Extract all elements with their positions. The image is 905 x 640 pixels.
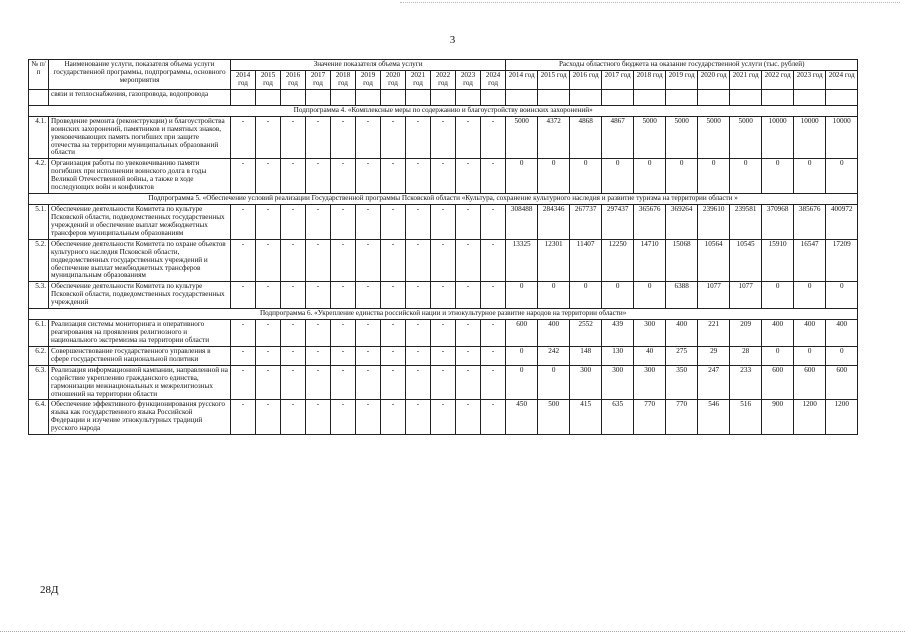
row-name: Обеспечение деятельности Комитета по охране объектов культурного наследия Псковской области, подведомственных государственных учреждений и обеспечение выплат межбюджетных трансферов муниципальным образованиям bbox=[49, 239, 231, 282]
cost-cell: 29 bbox=[698, 346, 730, 365]
cost-cell: 0 bbox=[506, 346, 538, 365]
row-name: Реализация системы мониторинга и оперативного реагирования на проявления религиозного и национального экстремизма на территории области bbox=[49, 320, 231, 347]
value-cell bbox=[306, 89, 331, 105]
row-number: 6.1. bbox=[29, 320, 49, 347]
cost-cell: 0 bbox=[538, 159, 570, 194]
value-cell: - bbox=[456, 282, 481, 309]
header-year-values-9: 2023 год bbox=[456, 70, 481, 89]
cost-cell: 12301 bbox=[538, 239, 570, 282]
value-cell: - bbox=[381, 205, 406, 240]
header-year-values-0: 2014 год bbox=[231, 70, 256, 89]
table-row bbox=[29, 365, 858, 400]
value-cell: - bbox=[256, 239, 281, 282]
value-cell: - bbox=[231, 320, 256, 347]
cost-cell: 0 bbox=[794, 159, 826, 194]
value-cell: - bbox=[406, 365, 431, 400]
row-number: 6.4. bbox=[29, 400, 49, 435]
cost-cell: 600 bbox=[762, 365, 794, 400]
value-cell: - bbox=[456, 400, 481, 435]
header-year-values-6: 2020 год bbox=[381, 70, 406, 89]
value-cell: - bbox=[331, 282, 356, 309]
value-cell: - bbox=[331, 116, 356, 159]
table-row bbox=[29, 282, 858, 309]
value-cell bbox=[281, 89, 306, 105]
cost-cell: 0 bbox=[826, 159, 858, 194]
value-cell: - bbox=[381, 282, 406, 309]
scan-edge-top bbox=[400, 2, 900, 3]
scan-edge-bottom bbox=[0, 631, 905, 632]
header-year-values-7: 2021 год bbox=[406, 70, 431, 89]
cost-cell: 0 bbox=[538, 365, 570, 400]
cost-cell: 450 bbox=[506, 400, 538, 435]
cost-cell: 148 bbox=[570, 346, 602, 365]
cost-cell: 17209 bbox=[826, 239, 858, 282]
cost-cell: 239610 bbox=[698, 205, 730, 240]
header-year-values-1: 2015 год bbox=[256, 70, 281, 89]
value-cell: - bbox=[256, 159, 281, 194]
row-name: Обеспечение эффективного функционирования русского языка как государственного языка Российской Федерации и изучение этнокультурных традиций русского народа bbox=[49, 400, 231, 435]
value-cell: - bbox=[456, 159, 481, 194]
header-year-costs-5: 2019 год bbox=[666, 70, 698, 89]
cost-cell: 400 bbox=[826, 320, 858, 347]
cost-cell: 385676 bbox=[794, 205, 826, 240]
value-cell: - bbox=[331, 239, 356, 282]
cost-cell: 14710 bbox=[634, 239, 666, 282]
value-cell: - bbox=[231, 346, 256, 365]
value-cell: - bbox=[406, 400, 431, 435]
value-cell bbox=[331, 89, 356, 105]
page-number: 3 bbox=[449, 34, 456, 46]
cost-cell bbox=[762, 89, 794, 105]
value-cell: - bbox=[481, 205, 506, 240]
value-cell: - bbox=[481, 365, 506, 400]
cost-cell: 0 bbox=[570, 159, 602, 194]
cost-cell: 770 bbox=[634, 400, 666, 435]
cost-cell: 13325 bbox=[506, 239, 538, 282]
section-row bbox=[29, 105, 858, 116]
value-cell: - bbox=[431, 320, 456, 347]
cost-cell: 0 bbox=[634, 282, 666, 309]
cost-cell: 5000 bbox=[698, 116, 730, 159]
value-cell: - bbox=[456, 116, 481, 159]
cost-cell: 28 bbox=[730, 346, 762, 365]
value-cell: - bbox=[406, 320, 431, 347]
cost-cell: 10000 bbox=[794, 116, 826, 159]
table-row bbox=[29, 400, 858, 435]
section-row bbox=[29, 309, 858, 320]
cost-cell: 0 bbox=[602, 282, 634, 309]
cost-cell: 15068 bbox=[666, 239, 698, 282]
value-cell: - bbox=[356, 205, 381, 240]
cost-cell: 439 bbox=[602, 320, 634, 347]
value-cell: - bbox=[331, 205, 356, 240]
cost-cell: 400 bbox=[794, 320, 826, 347]
cost-cell: 10545 bbox=[730, 239, 762, 282]
value-cell: - bbox=[406, 282, 431, 309]
cost-cell: 300 bbox=[570, 365, 602, 400]
cost-cell: 0 bbox=[602, 159, 634, 194]
value-cell: - bbox=[431, 282, 456, 309]
row-number bbox=[29, 89, 49, 105]
cost-cell: 0 bbox=[506, 282, 538, 309]
cost-cell: 12250 bbox=[602, 239, 634, 282]
value-cell: - bbox=[406, 346, 431, 365]
value-cell: - bbox=[281, 365, 306, 400]
cost-cell: 10564 bbox=[698, 239, 730, 282]
header-year-costs-10: 2024 год bbox=[826, 70, 858, 89]
section-title: Подпрограмма 6. «Укрепление единства российской нации и этнокультурное развитие народов на территории области» bbox=[29, 309, 858, 320]
value-cell: - bbox=[356, 159, 381, 194]
value-cell: - bbox=[481, 346, 506, 365]
cost-cell: 247 bbox=[698, 365, 730, 400]
row-name: Совершенствование государственного управления в сфере государственной национальной политики bbox=[49, 346, 231, 365]
value-cell: - bbox=[281, 116, 306, 159]
value-cell: - bbox=[306, 239, 331, 282]
value-cell bbox=[406, 89, 431, 105]
cost-cell: 239581 bbox=[730, 205, 762, 240]
cost-cell: 5000 bbox=[634, 116, 666, 159]
value-cell: - bbox=[231, 400, 256, 435]
value-cell: - bbox=[381, 239, 406, 282]
header-year-values-5: 2019 год bbox=[356, 70, 381, 89]
header-year-costs-9: 2023 год bbox=[794, 70, 826, 89]
cost-cell: 0 bbox=[826, 346, 858, 365]
value-cell: - bbox=[356, 116, 381, 159]
cost-cell: 11407 bbox=[570, 239, 602, 282]
value-cell: - bbox=[331, 346, 356, 365]
value-cell: - bbox=[406, 116, 431, 159]
cost-cell bbox=[826, 89, 858, 105]
value-cell: - bbox=[481, 239, 506, 282]
cost-cell: 1077 bbox=[730, 282, 762, 309]
value-cell: - bbox=[306, 205, 331, 240]
value-cell: - bbox=[281, 346, 306, 365]
header-name: Наименование услуги, показателя объема услуги государственной программы, подпрограммы, основного мероприятия bbox=[49, 60, 231, 90]
cost-cell bbox=[730, 89, 762, 105]
value-cell: - bbox=[431, 116, 456, 159]
value-cell: - bbox=[381, 365, 406, 400]
cost-cell: 275 bbox=[666, 346, 698, 365]
header-no: № п/п bbox=[29, 60, 49, 90]
cost-cell: 1200 bbox=[794, 400, 826, 435]
value-cell: - bbox=[231, 365, 256, 400]
value-cell: - bbox=[331, 365, 356, 400]
header-year-values-8: 2022 год bbox=[431, 70, 456, 89]
cost-cell: 130 bbox=[602, 346, 634, 365]
value-cell: - bbox=[381, 320, 406, 347]
cost-cell: 370968 bbox=[762, 205, 794, 240]
value-cell: - bbox=[306, 320, 331, 347]
value-cell: - bbox=[456, 346, 481, 365]
value-cell: - bbox=[481, 116, 506, 159]
value-cell: - bbox=[381, 346, 406, 365]
table-row bbox=[29, 239, 858, 282]
header-year-values-4: 2018 год bbox=[331, 70, 356, 89]
row-number: 6.2. bbox=[29, 346, 49, 365]
value-cell: - bbox=[356, 400, 381, 435]
cost-cell: 600 bbox=[826, 365, 858, 400]
value-cell bbox=[356, 89, 381, 105]
table-body bbox=[29, 89, 858, 434]
cost-cell: 400 bbox=[666, 320, 698, 347]
value-cell bbox=[381, 89, 406, 105]
value-cell: - bbox=[356, 365, 381, 400]
table-row bbox=[29, 116, 858, 159]
value-cell: - bbox=[406, 239, 431, 282]
value-cell: - bbox=[481, 400, 506, 435]
table-row bbox=[29, 346, 858, 365]
header-year-values-2: 2016 год bbox=[281, 70, 306, 89]
cost-cell: 221 bbox=[698, 320, 730, 347]
cost-cell: 16547 bbox=[794, 239, 826, 282]
value-cell: - bbox=[256, 365, 281, 400]
cost-cell: 5000 bbox=[730, 116, 762, 159]
value-cell: - bbox=[281, 320, 306, 347]
value-cell: - bbox=[306, 159, 331, 194]
cost-cell: 546 bbox=[698, 400, 730, 435]
value-cell: - bbox=[306, 346, 331, 365]
row-number: 4.2. bbox=[29, 159, 49, 194]
section-row bbox=[29, 194, 858, 205]
value-cell: - bbox=[331, 400, 356, 435]
cost-cell: 365676 bbox=[634, 205, 666, 240]
cost-cell: 5000 bbox=[506, 116, 538, 159]
value-cell bbox=[431, 89, 456, 105]
value-cell: - bbox=[231, 282, 256, 309]
cost-cell: 209 bbox=[730, 320, 762, 347]
value-cell: - bbox=[231, 239, 256, 282]
cost-cell bbox=[666, 89, 698, 105]
value-cell bbox=[256, 89, 281, 105]
cost-cell: 300 bbox=[634, 365, 666, 400]
cost-cell: 4372 bbox=[538, 116, 570, 159]
value-cell: - bbox=[406, 205, 431, 240]
row-name: Проведение ремонта (реконструкции) и благоустройства воинских захоронений, памятников и памятных знаков, увековечивающих память погибших при защите отечества на территории муниципальных образований области bbox=[49, 116, 231, 159]
value-cell: - bbox=[481, 159, 506, 194]
cost-cell: 242 bbox=[538, 346, 570, 365]
section-title: Подпрограмма 5. «Обеспечение условий реализации Государственной программы Псковской области «Культура, сохранение культурного наследия и развитие туризма на территории области » bbox=[29, 194, 858, 205]
cost-cell: 400 bbox=[762, 320, 794, 347]
row-name: Реализация информационной кампании, направленной на содействие укреплению гражданского единства, гармонизации межнациональных и межрелигиозных отношений на территории области bbox=[49, 365, 231, 400]
value-cell: - bbox=[256, 400, 281, 435]
cost-cell: 500 bbox=[538, 400, 570, 435]
row-number: 5.3. bbox=[29, 282, 49, 309]
header-costs-group: Расходы областного бюджета на оказание государственной услуги (тыс. рублей) bbox=[506, 60, 858, 71]
cost-cell: 1077 bbox=[698, 282, 730, 309]
cost-cell bbox=[538, 89, 570, 105]
value-cell: - bbox=[431, 239, 456, 282]
value-cell: - bbox=[431, 159, 456, 194]
header-values-group: Значение показателя объема услуги bbox=[231, 60, 506, 71]
value-cell: - bbox=[456, 365, 481, 400]
value-cell: - bbox=[481, 320, 506, 347]
value-cell: - bbox=[281, 400, 306, 435]
cost-cell: 4867 bbox=[602, 116, 634, 159]
cost-cell: 267737 bbox=[570, 205, 602, 240]
row-number: 4.1. bbox=[29, 116, 49, 159]
value-cell: - bbox=[356, 239, 381, 282]
value-cell: - bbox=[256, 282, 281, 309]
cost-cell: 233 bbox=[730, 365, 762, 400]
cost-cell: 0 bbox=[506, 365, 538, 400]
value-cell: - bbox=[256, 205, 281, 240]
header-year-costs-8: 2022 год bbox=[762, 70, 794, 89]
value-cell: - bbox=[431, 365, 456, 400]
cost-cell bbox=[506, 89, 538, 105]
table-row bbox=[29, 320, 858, 347]
value-cell: - bbox=[331, 159, 356, 194]
cost-cell: 400972 bbox=[826, 205, 858, 240]
table-row bbox=[29, 205, 858, 240]
value-cell: - bbox=[331, 320, 356, 347]
value-cell: - bbox=[381, 116, 406, 159]
table-row bbox=[29, 159, 858, 194]
value-cell: - bbox=[256, 116, 281, 159]
cost-cell: 635 bbox=[602, 400, 634, 435]
cost-cell: 0 bbox=[730, 159, 762, 194]
header-year-costs-3: 2017 год bbox=[602, 70, 634, 89]
value-cell: - bbox=[431, 346, 456, 365]
cost-cell: 40 bbox=[634, 346, 666, 365]
cost-cell: 297437 bbox=[602, 205, 634, 240]
row-name: Обеспечение деятельности Комитета по культуре Псковской области, подведомственных государственных учреждений и обеспечение выплат межбюджетных трансферов муниципальным образованиям bbox=[49, 205, 231, 240]
header-year-costs-4: 2018 год bbox=[634, 70, 666, 89]
cost-cell: 0 bbox=[634, 159, 666, 194]
value-cell: - bbox=[381, 159, 406, 194]
value-cell: - bbox=[356, 346, 381, 365]
cost-cell: 10000 bbox=[762, 116, 794, 159]
cost-cell: 0 bbox=[762, 282, 794, 309]
cost-cell: 15910 bbox=[762, 239, 794, 282]
cost-cell: 600 bbox=[506, 320, 538, 347]
cost-cell: 308488 bbox=[506, 205, 538, 240]
cost-cell: 4868 bbox=[570, 116, 602, 159]
row-name: связи и теплоснабжения, газопровода, водопровода bbox=[49, 89, 231, 105]
cost-cell: 0 bbox=[762, 159, 794, 194]
cost-cell: 10000 bbox=[826, 116, 858, 159]
cost-cell: 0 bbox=[698, 159, 730, 194]
cost-cell: 600 bbox=[794, 365, 826, 400]
value-cell: - bbox=[281, 282, 306, 309]
header-row-groups bbox=[29, 60, 858, 71]
cost-cell: 369264 bbox=[666, 205, 698, 240]
header-year-costs-6: 2020 год bbox=[698, 70, 730, 89]
value-cell: - bbox=[306, 116, 331, 159]
cost-cell: 0 bbox=[794, 346, 826, 365]
value-cell: - bbox=[481, 282, 506, 309]
value-cell: - bbox=[281, 159, 306, 194]
row-number: 5.1. bbox=[29, 205, 49, 240]
value-cell: - bbox=[256, 346, 281, 365]
value-cell: - bbox=[431, 205, 456, 240]
header-year-values-10: 2024 год bbox=[481, 70, 506, 89]
document-code: 28Д bbox=[40, 584, 59, 596]
cost-cell: 284346 bbox=[538, 205, 570, 240]
header-year-costs-2: 2016 год bbox=[570, 70, 602, 89]
cost-cell bbox=[602, 89, 634, 105]
cost-cell bbox=[698, 89, 730, 105]
cost-cell: 300 bbox=[602, 365, 634, 400]
cost-cell: 0 bbox=[826, 282, 858, 309]
cost-cell: 516 bbox=[730, 400, 762, 435]
cost-cell: 400 bbox=[538, 320, 570, 347]
row-name: Организация работы по увековечиванию памяти погибших при исполнении воинского долга в годы Великой Отечественной войны, а также в ходе последующих войн и конфликтов bbox=[49, 159, 231, 194]
value-cell: - bbox=[406, 159, 431, 194]
value-cell: - bbox=[231, 116, 256, 159]
cost-cell: 350 bbox=[666, 365, 698, 400]
header-year-costs-7: 2021 год bbox=[730, 70, 762, 89]
value-cell: - bbox=[281, 239, 306, 282]
value-cell bbox=[481, 89, 506, 105]
cost-cell: 300 bbox=[634, 320, 666, 347]
value-cell: - bbox=[306, 365, 331, 400]
row-name: Обеспечение деятельности Комитета по культуре Псковской области, подведомственных государственных учреждений bbox=[49, 282, 231, 309]
continuation-row bbox=[29, 89, 858, 105]
value-cell: - bbox=[431, 400, 456, 435]
cost-cell bbox=[634, 89, 666, 105]
cost-cell: 0 bbox=[506, 159, 538, 194]
cost-cell: 1200 bbox=[826, 400, 858, 435]
header-year-values-3: 2017 год bbox=[306, 70, 331, 89]
header-year-costs-1: 2015 год bbox=[538, 70, 570, 89]
value-cell: - bbox=[456, 320, 481, 347]
value-cell bbox=[231, 89, 256, 105]
cost-cell: 2552 bbox=[570, 320, 602, 347]
value-cell bbox=[456, 89, 481, 105]
section-title: Подпрограмма 4. «Комплексные меры по содержанию и благоустройству воинских захоронений» bbox=[29, 105, 858, 116]
value-cell: - bbox=[231, 159, 256, 194]
row-number: 5.2. bbox=[29, 239, 49, 282]
cost-cell: 415 bbox=[570, 400, 602, 435]
cost-cell: 900 bbox=[762, 400, 794, 435]
value-cell: - bbox=[256, 320, 281, 347]
cost-cell: 0 bbox=[794, 282, 826, 309]
value-cell: - bbox=[306, 282, 331, 309]
cost-cell: 0 bbox=[538, 282, 570, 309]
row-number: 6.3. bbox=[29, 365, 49, 400]
value-cell: - bbox=[456, 205, 481, 240]
cost-cell: 0 bbox=[666, 159, 698, 194]
cost-cell: 0 bbox=[570, 282, 602, 309]
cost-cell: 5000 bbox=[666, 116, 698, 159]
value-cell: - bbox=[356, 320, 381, 347]
value-cell: - bbox=[231, 205, 256, 240]
header-year-costs-0: 2014 год bbox=[506, 70, 538, 89]
value-cell: - bbox=[281, 205, 306, 240]
services-table bbox=[28, 59, 858, 435]
value-cell: - bbox=[356, 282, 381, 309]
cost-cell: 770 bbox=[666, 400, 698, 435]
cost-cell bbox=[570, 89, 602, 105]
value-cell: - bbox=[306, 400, 331, 435]
cost-cell bbox=[794, 89, 826, 105]
value-cell: - bbox=[456, 239, 481, 282]
cost-cell: 0 bbox=[762, 346, 794, 365]
value-cell: - bbox=[381, 400, 406, 435]
cost-cell: 6388 bbox=[666, 282, 698, 309]
